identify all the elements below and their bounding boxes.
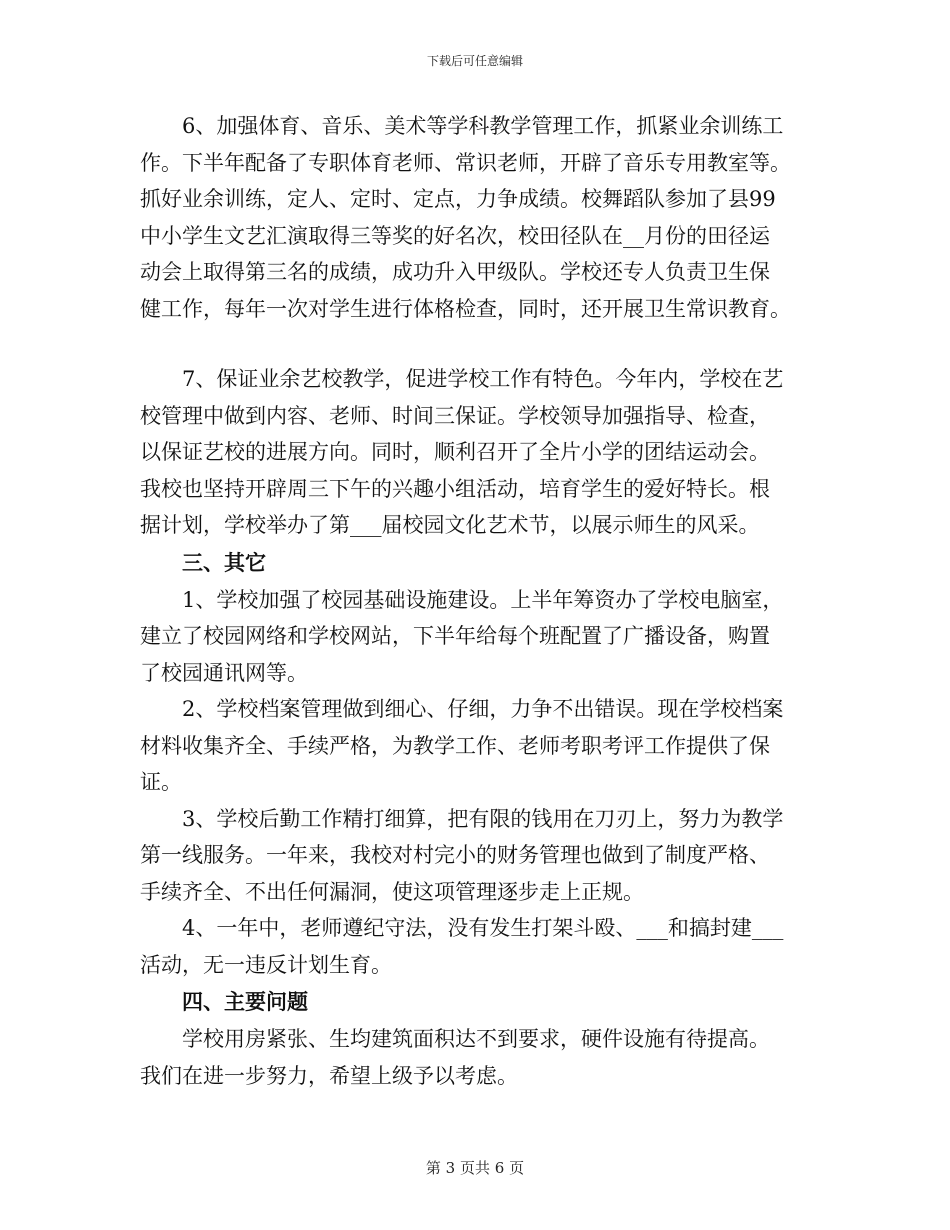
text-line: 了校园通讯网等。 <box>140 660 308 685</box>
text-line: 6、加强体育、音乐、美术等学科教学管理工作，抓紧业余训练工 <box>182 114 784 138</box>
text-line: 活动，无一违反计划生育。 <box>140 952 392 977</box>
text-line: 3、学校后勤工作精打细算，把有限的钱用在刀刃上，努力为教学 <box>182 806 784 831</box>
text-line: 4、一年中，老师遵纪守法，没有发生打架斗殴、___和搞封建___ <box>182 916 784 940</box>
text-line: 手续齐全、不出任何漏洞，使这项管理逐步走上正规。 <box>140 879 644 904</box>
text-line: 我们在进一步努力，希望上级予以考虑。 <box>140 1063 518 1088</box>
text-line: 1、学校加强了校园基础设施建设。上半年筹资办了学校电脑室， <box>182 587 784 612</box>
text-line: 作。下半年配备了专职体育老师、常识老师，开辟了音乐专用教室等。 <box>140 150 791 175</box>
text-line: 建立了校园网络和学校网站，下半年给每个班配置了广播设备，购置 <box>140 624 770 648</box>
text-line: 7、保证业余艺校教学，促进学校工作有特色。今年内，学校在艺 <box>182 367 784 391</box>
text-line: 校管理中做到内容、老师、时间三保证。学校领导加强指导、检查， <box>140 403 770 428</box>
text-line: 健工作，每年一次对学生进行体格检查，同时，还开展卫生常识教育。 <box>140 296 791 321</box>
text-line: 材料收集齐全、手续严格，为教学工作、老师考职考评工作提供了保 <box>140 733 770 758</box>
text-line: 以保证艺校的进展方向。同时，顺利召开了全片小学的团结运动会。 <box>140 440 770 464</box>
text-line: 证。 <box>140 770 182 794</box>
text-line: 第一线服务。一年来，我校对村完小的财务管理也做到了制度严格、 <box>140 843 770 867</box>
page-header-note: 下载后可任意编辑 <box>426 54 523 68</box>
paragraph-other-1 <box>140 582 812 692</box>
paragraph-other-4 <box>140 910 812 983</box>
section-heading-other: 三、其它 <box>182 549 266 575</box>
page-number-footer: 第 3 页共 6 页 <box>425 1159 525 1177</box>
paragraph-item-6 <box>140 108 812 327</box>
text-line: 我校也坚持开辟周三下午的兴趣小组活动，培育学生的爱好特长。根 <box>140 476 770 501</box>
text-line: 中小学生文艺汇演取得三等奖的好名次，校田径队在__月份的田径运 <box>140 223 770 248</box>
paragraph-other-3 <box>140 801 812 911</box>
text-line: 抓好业余训练，定人、定时、定点，力争成绩。校舞蹈队参加了县99 <box>140 187 776 211</box>
paragraph-item-7 <box>140 361 812 544</box>
text-line: 2、学校档案管理做到细心、仔细，力争不出错误。现在学校档案 <box>182 697 784 721</box>
paragraph-main-issues <box>140 1021 812 1094</box>
section-heading-main-issues: 四、主要问题 <box>182 989 308 1014</box>
text-line: 动会上取得第三名的成绩，成功升入甲级队。学校还专人负责卫生保 <box>140 260 770 284</box>
text-line: 学校用房紧张、生均建筑面积达不到要求，硬件设施有待提高。 <box>182 1027 770 1051</box>
paragraph-other-2 <box>140 691 812 801</box>
text-line: 据计划，学校举办了第___届校园文化艺术节，以展示师生的风采。 <box>140 513 760 537</box>
document-body <box>140 108 812 1094</box>
